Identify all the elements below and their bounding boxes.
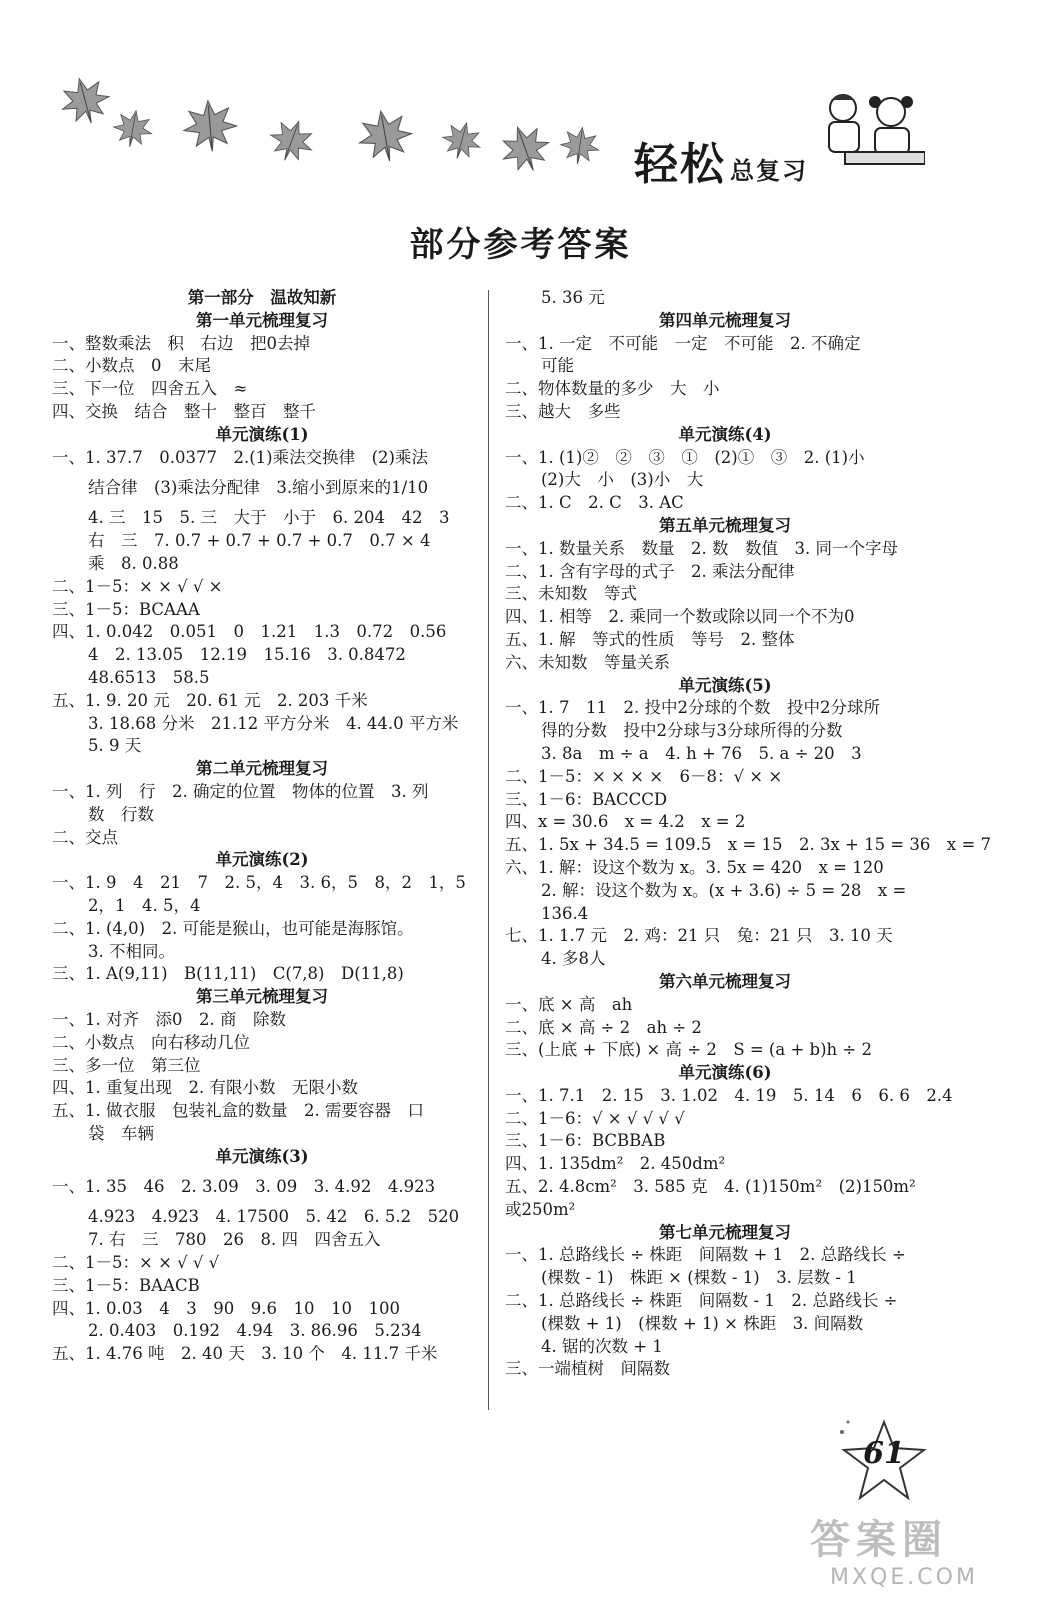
leaf-icon <box>182 99 239 154</box>
answer-line: 四、1. 0.042 0.051 0 1.21 1.3 0.72 0.56 <box>52 622 447 642</box>
answer-line: 二、小数点 向右移动几位 <box>52 1032 250 1052</box>
answer-line: 三、1－6：BACCCD <box>505 789 668 809</box>
column-divider <box>488 290 489 1410</box>
answer-line: 四、1. 重复出现 2. 有限小数 无限小数 <box>52 1078 358 1098</box>
answer-line: 二、小数点 0 末尾 <box>52 356 211 376</box>
brand-logo <box>634 128 808 192</box>
answer-line: 三、一端植树 间隔数 <box>505 1359 670 1379</box>
answer-line: 一、1. 7.1 2. 15 3. 1.02 4. 19 5. 14 6 6. 6 2.4 <box>505 1085 953 1105</box>
leaf-icon <box>56 73 114 130</box>
section-heading: 第六单元梳理复习 <box>659 971 791 991</box>
section-heading: 单元演练(6) <box>678 1063 772 1083</box>
answer-line: 二、1－6：√ × √ √ √ √ <box>505 1108 685 1128</box>
answer-line: 3. 不相同。 <box>88 941 175 961</box>
answer-line: 7. 右 三 780 26 8. 四 四舍五入 <box>88 1230 381 1250</box>
section-heading: 第七单元梳理复习 <box>659 1222 791 1242</box>
answer-line: 四、1. 0.03 4 3 90 9.6 10 10 100 <box>52 1298 400 1318</box>
answer-line: 3. 8a m ÷ a 4. h + 76 5. a ÷ 20 3 <box>541 743 862 763</box>
leaf-icon <box>111 107 155 150</box>
answer-line: (棵数 + 1) (棵数 + 1) × 株距 3. 间隔数 <box>541 1313 864 1333</box>
answer-line: 一、1. 9 4 21 7 2. 5，4 3. 6，5 8，2 1，5 <box>52 873 466 893</box>
section-heading: 第三单元梳理复习 <box>196 987 328 1007</box>
answer-line: 四、x = 30.6 x = 4.2 x = 2 <box>505 812 746 832</box>
section-heading: 第一单元梳理复习 <box>196 310 328 330</box>
answer-line: 二、交点 <box>52 827 118 847</box>
answer-line: 一、1. 35 46 2. 3.09 3. 09 3. 4.92 4.923 <box>52 1177 436 1197</box>
answer-line: 3. 18.68 分米 21.12 平方分米 4. 44.0 平方米 <box>88 713 459 733</box>
answer-line: 三、未知数 等式 <box>505 584 637 604</box>
section-heading: 单元演练(2) <box>215 850 309 870</box>
watermark-main: 答案圈 <box>810 1517 948 1563</box>
answer-line: 一、底 × 高 ah <box>505 994 633 1014</box>
answer-line: 结合律 (3)乘法分配律 3.缩小到原来的1/10 <box>88 478 429 498</box>
answer-line: 一、1. 数量关系 数量 2. 数 数值 3. 同一个字母 <box>505 538 898 558</box>
answer-line: 三、越大 多些 <box>505 401 621 421</box>
answer-line: 得的分数 投中2分球与3分球所得的分数 <box>541 721 843 741</box>
leaf-icon <box>355 107 416 166</box>
answer-line: 五、1. 解 等式的性质 等号 2. 整体 <box>505 629 795 649</box>
answer-line: 二、1. 总路线长 ÷ 株距 间隔数 - 1 2. 总路线长 ÷ <box>505 1291 898 1311</box>
leaf-icon <box>558 125 601 167</box>
leaf-icon <box>495 119 556 179</box>
answer-line: 一、1. 一定 不可能 一定 不可能 2. 不确定 <box>505 333 861 353</box>
answer-line: 五、1. 做衣服 包装礼盒的数量 2. 需要容器 口 <box>52 1101 424 1121</box>
leaf-icon <box>438 118 485 163</box>
answer-line: 5. 9 天 <box>88 736 142 756</box>
answer-line: 4.923 4.923 4. 17500 5. 42 6. 5.2 520 <box>88 1207 460 1227</box>
answer-line: 2. 0.403 0.192 4.94 3. 86.96 5.234 <box>88 1321 422 1341</box>
answer-line: 一、整数乘法 积 右边 把0去掉 <box>52 333 310 353</box>
answer-line: 二、底 × 高 ÷ 2 ah ÷ 2 <box>505 1017 702 1037</box>
answer-line: 四、1. 135dm² 2. 450dm² <box>505 1154 726 1174</box>
answer-line: 三、(上底 + 下底) × 高 ÷ 2 S = (a + b)h ÷ 2 <box>505 1040 872 1060</box>
watermark <box>810 1508 1010 1590</box>
answer-line: 七、1. 1.7 元 2. 鸡：21 只 兔：21 只 3. 10 天 <box>505 926 893 946</box>
answer-line: 4. 锯的次数 + 1 <box>541 1336 663 1356</box>
brand-sub: 总复习 <box>730 157 808 185</box>
answer-line: 4. 多8人 <box>541 949 606 969</box>
answer-line: 三、1－5：BAACB <box>52 1275 200 1295</box>
answer-line: 三、1. A(9,11) B(11,11) C(7,8) D(11,8) <box>52 964 404 984</box>
answer-line: 4 2. 13.05 12.19 15.16 3. 0.8472 <box>88 645 406 665</box>
section-heading: 第五单元梳理复习 <box>659 515 791 535</box>
answer-line: 六、未知数 等量关系 <box>505 652 670 672</box>
answer-line: 48.6513 58.5 <box>88 667 210 687</box>
answer-line: 袋 车辆 <box>88 1123 154 1143</box>
answer-line: (棵数 - 1) 株距 × (棵数 - 1) 3. 层数 - 1 <box>541 1268 857 1288</box>
answer-line: 二、1. C 2. C 3. AC <box>505 493 684 513</box>
watermark-url: MXQE.COM <box>830 1565 978 1590</box>
answer-line: 可能 <box>541 356 574 376</box>
answer-line: 二、1－5：× × √ √ × <box>52 576 223 596</box>
answer-line: 2，1 4. 5，4 <box>88 895 201 915</box>
answer-line: 三、下一位 四舍五入 ≈ <box>52 379 248 399</box>
answer-line: 4. 三 15 5. 三 大于 小于 6. 204 42 3 <box>88 508 450 528</box>
answer-line: 2. 解：设这个数为 x。(x + 3.6) ÷ 5 = 28 x = <box>541 880 907 900</box>
answer-line: 136.4 <box>541 903 589 923</box>
children-reading-illustration <box>815 88 925 168</box>
section-heading: 单元演练(5) <box>678 675 772 695</box>
answer-line: 右 三 7. 0.7 + 0.7 + 0.7 + 0.7 0.7 × 4 <box>88 531 431 551</box>
leaf-icon <box>264 114 319 168</box>
answer-line: 一、1. 7 11 2. 投中2分球的个数 投中2分球所 <box>505 698 880 718</box>
answer-line: 四、交换 结合 整十 整百 整千 <box>52 401 316 421</box>
answer-line: 三、1－6：BCBBAB <box>505 1131 666 1151</box>
section-heading: 单元演练(3) <box>215 1146 309 1166</box>
answer-line: 二、物体数量的多少 大 小 <box>505 379 720 399</box>
page-number: 61 <box>863 1436 905 1471</box>
header-banner <box>0 0 1041 200</box>
answer-line: 二、1－5：× × √ √ √ <box>52 1253 220 1273</box>
section-heading: 单元演练(4) <box>678 424 772 444</box>
section-heading: 第一部分 温故知新 <box>187 288 337 307</box>
section-heading: 第二单元梳理复习 <box>196 759 328 779</box>
answer-line: 二、1－5：× × × × 6－8：√ × × <box>505 766 783 786</box>
brand-main: 轻松 <box>634 139 726 190</box>
answer-line: 一、1. 对齐 添0 2. 商 除数 <box>52 1009 286 1029</box>
answer-line: 数 行数 <box>88 804 154 824</box>
answer-line: 一、1. 列 行 2. 确定的位置 物体的位置 3. 列 <box>52 781 429 801</box>
answer-line: 5. 36 元 <box>541 288 605 307</box>
section-heading: 第四单元梳理复习 <box>659 310 791 330</box>
answer-line: 一、1. 37.7 0.0377 2.(1)乘法交换律 (2)乘法 <box>52 447 428 467</box>
answer-line: 二、1. 含有字母的式子 2. 乘法分配律 <box>505 561 795 581</box>
answer-line: 三、1－5：BCAAA <box>52 599 200 619</box>
answer-line: 六、1. 解：设这个数为 x。3. 5x = 420 x = 120 <box>505 857 884 877</box>
answer-line: 二、1. (4,0) 2. 可能是猴山，也可能是海豚馆。 <box>52 918 414 938</box>
answer-line: 一、1. 总路线长 ÷ 株距 间隔数 + 1 2. 总路线长 ÷ <box>505 1245 906 1265</box>
answer-line: 五、1. 9. 20 元 20. 61 元 2. 203 千米 <box>52 690 368 710</box>
answer-line: 或250m² <box>505 1199 576 1219</box>
answer-line: 四、1. 相等 2. 乘同一个数或除以同一个不为0 <box>505 607 855 627</box>
answer-line: 五、1. 4.76 吨 2. 40 天 3. 10 个 4. 11.7 千米 <box>52 1344 438 1364</box>
page-title: 部分参考答案 <box>409 225 632 265</box>
section-heading: 单元演练(1) <box>215 424 309 444</box>
answer-line: 五、2. 4.8cm² 3. 585 克 4. (1)150m² (2)150m² <box>505 1177 916 1197</box>
left-column <box>52 287 472 1366</box>
answer-line: 三、多一位 第三位 <box>52 1055 201 1075</box>
right-column <box>505 287 992 1381</box>
answer-line: 五、1. 5x + 34.5 = 109.5 x = 15 2. 3x + 15 = 36 x = 7 <box>505 835 992 855</box>
answer-line: (2)大 小 (3)小 大 <box>541 470 704 490</box>
answer-line: 乘 8. 0.88 <box>88 553 179 573</box>
answer-line: 一、1. (1)② ② ③ ① (2)① ③ 2. (1)小 <box>505 447 865 467</box>
